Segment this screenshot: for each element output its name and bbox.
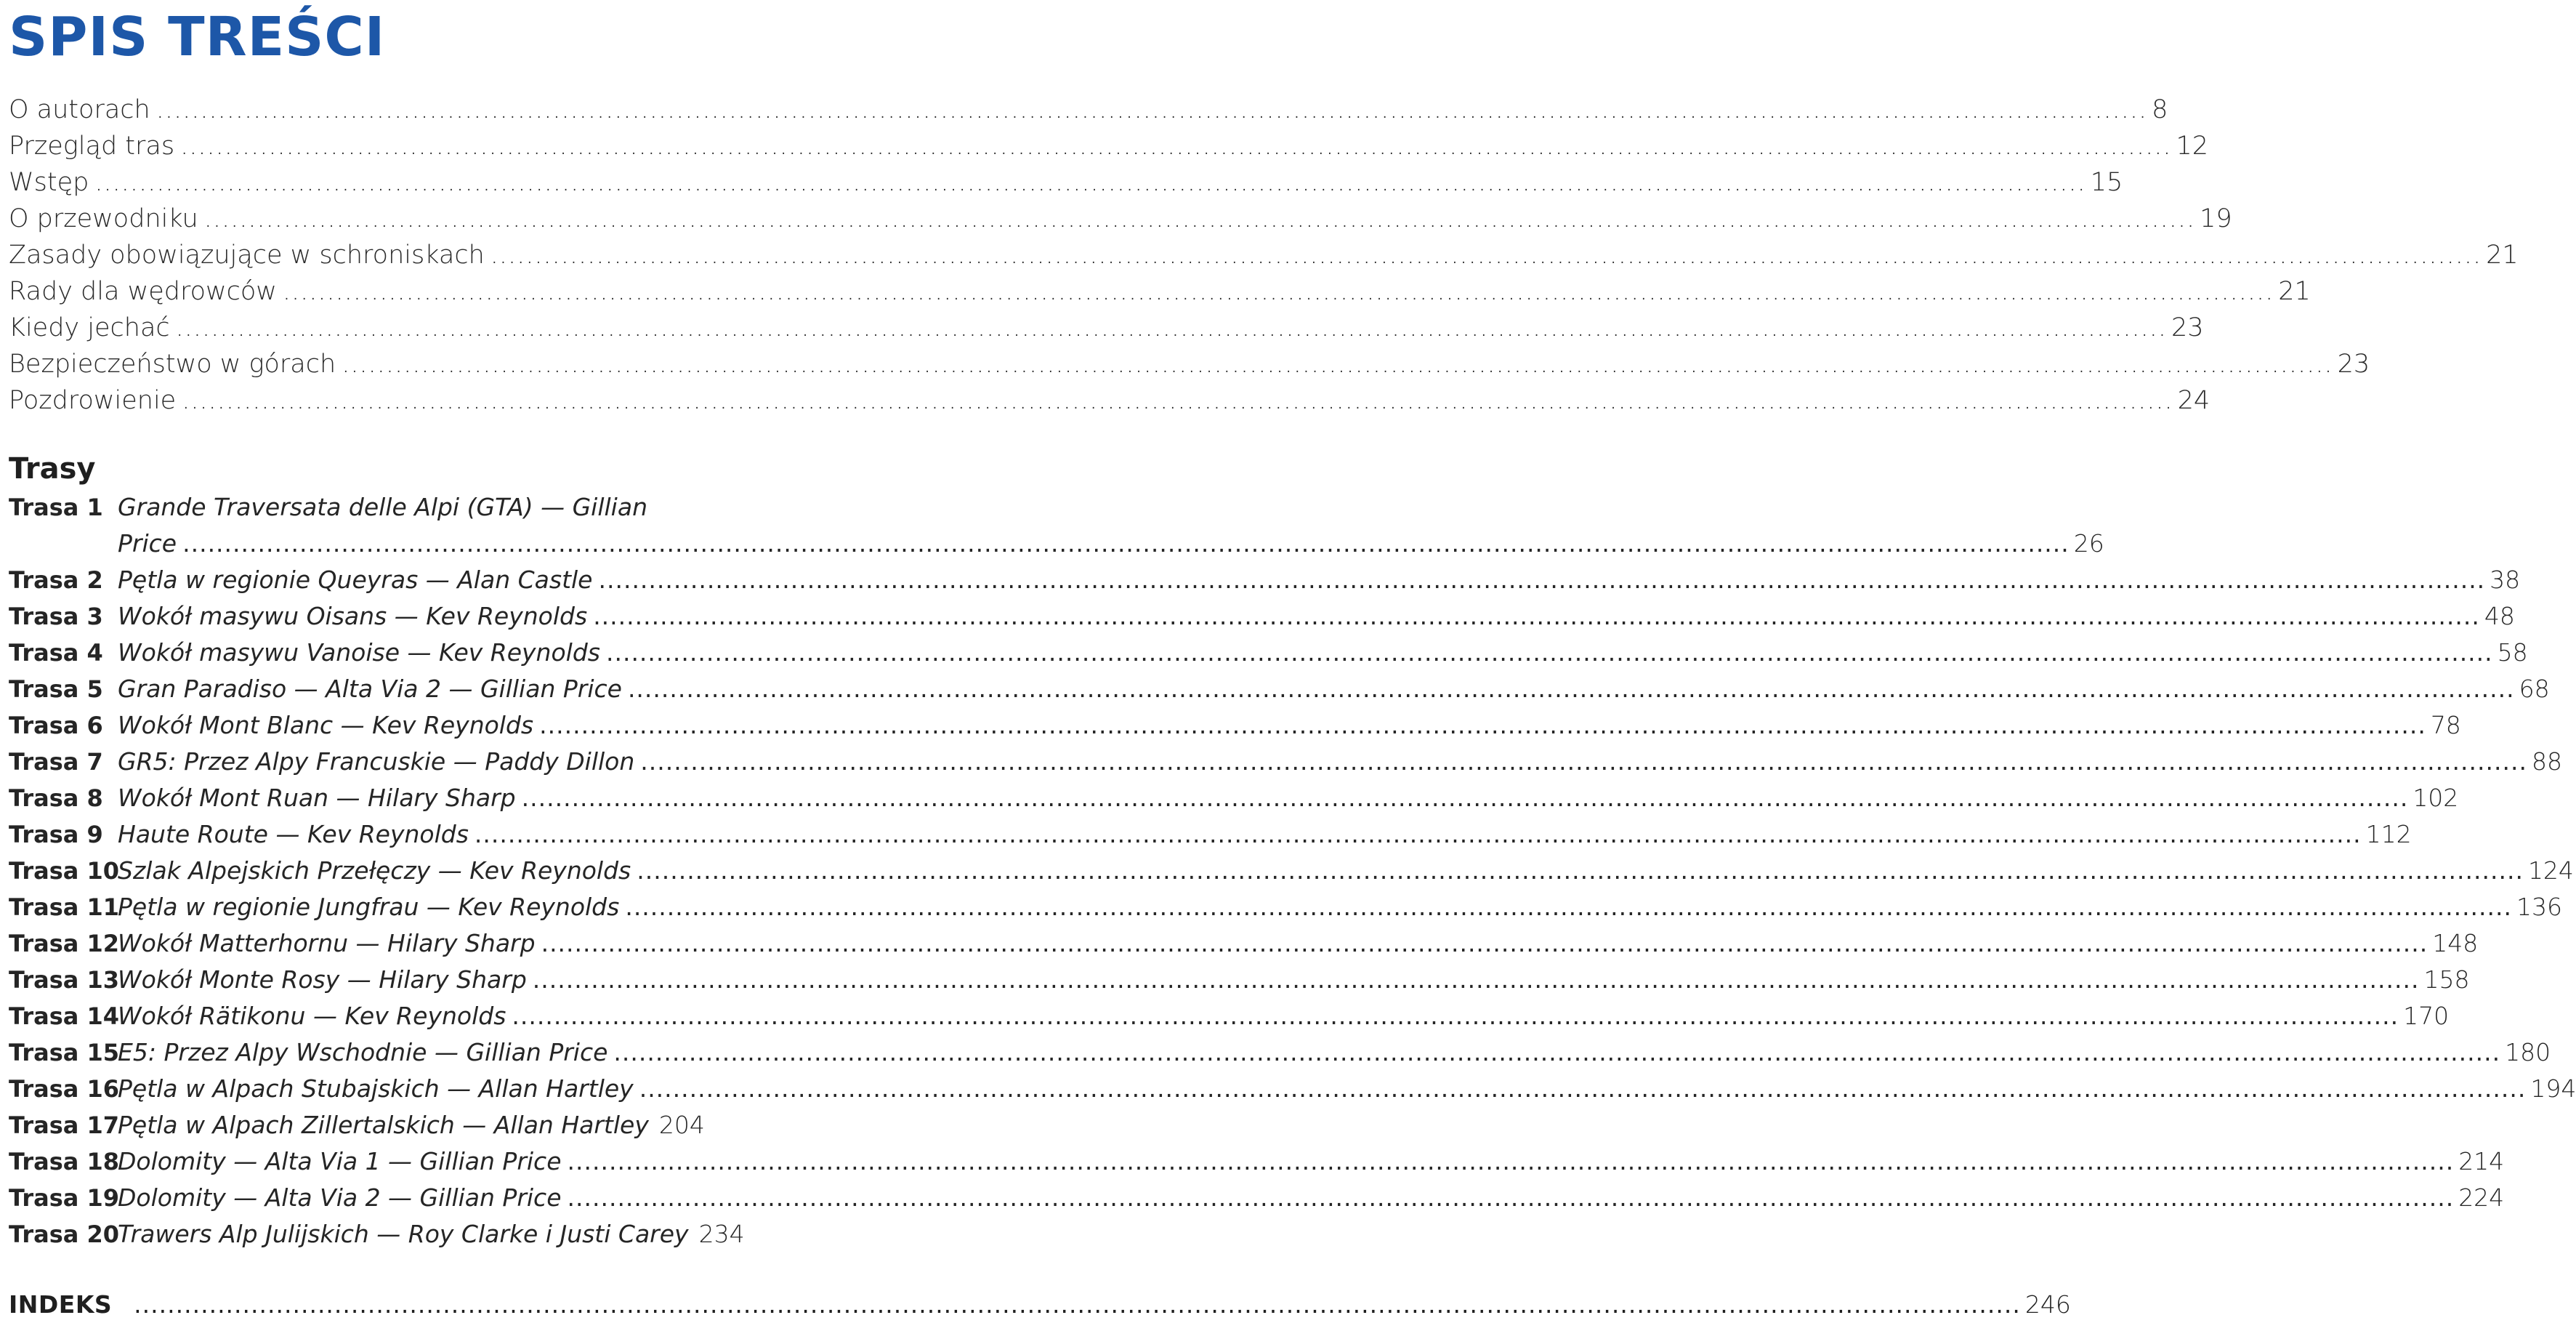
leader-dots (180, 128, 2171, 164)
leader-dots (490, 237, 2482, 273)
route-title: Wokół masywu Vanoise — Kev Reynolds (118, 638, 600, 667)
route-number: Trasa 1 (9, 494, 103, 521)
route-number: Trasa 7 (9, 748, 103, 776)
toc-entry[interactable] (9, 92, 2168, 128)
route-entry[interactable] (9, 1143, 2505, 1180)
route-title: Pętla w Alpach Stubajskich — Allan Hartley (118, 1074, 634, 1103)
toc-entry[interactable] (9, 382, 2210, 419)
leader-dots (613, 1034, 2500, 1071)
route-number: Trasa 16 (9, 1075, 119, 1103)
leader-dots (568, 1143, 2455, 1180)
toc-entry-page: 15 (2090, 168, 2123, 197)
route-page: 170 (2403, 1002, 2450, 1030)
route-number: Trasa 19 (9, 1184, 119, 1212)
route-title: Wokół masywu Oisans — Kev Reynolds (118, 602, 588, 630)
route-entry[interactable] (9, 1216, 745, 1252)
route-number: Trasa 18 (9, 1148, 119, 1175)
route-number: Trasa 9 (9, 821, 103, 848)
toc-entry-page: 12 (2176, 132, 2209, 161)
leader-dots (593, 598, 2480, 635)
route-page: 68 (2519, 675, 2550, 703)
route-page: 136 (2516, 893, 2563, 921)
route-entry[interactable] (9, 744, 2562, 780)
route-page: 112 (2365, 820, 2412, 848)
route-page: 224 (2458, 1183, 2505, 1212)
route-number: Trasa 17 (9, 1111, 119, 1139)
route-page: 148 (2432, 929, 2479, 957)
leader-dots (541, 925, 2428, 962)
route-title: Dolomity — Alta Via 1 — Gillian Price (118, 1147, 562, 1175)
route-entry[interactable] (9, 489, 2104, 562)
route-number: Trasa 14 (9, 1002, 119, 1030)
route-page: 26 (2073, 529, 2104, 558)
leader-dots (342, 346, 2333, 382)
route-number: Trasa 11 (9, 893, 119, 921)
toc-entry[interactable] (9, 310, 2204, 346)
toc-entry-page: 21 (2278, 277, 2311, 306)
leader-dots (512, 998, 2399, 1034)
route-title: Wokół Rätikonu — Kev Reynolds (118, 1002, 506, 1030)
route-title: Szlak Alpejskich Przełęczy — Kev Reynolds (118, 856, 631, 885)
leader-dots (606, 635, 2493, 671)
route-number: Trasa 12 (9, 930, 119, 957)
route-title: E5: Przez Alpy Wschodnie — Gillian Price (118, 1038, 608, 1066)
routes-list (9, 489, 2576, 1252)
toc-entry-label: Zasady obowiązujące w schroniskach (9, 241, 485, 270)
toc-entry-label: Wstęp (9, 168, 89, 197)
route-title: Wokół Matterhornu — Hilary Sharp (118, 929, 536, 957)
route-title: Haute Route — Kev Reynolds (118, 820, 469, 848)
leader-dots (283, 273, 2274, 310)
route-page: 214 (2458, 1147, 2505, 1175)
page-title: SPIS TREŚCI (9, 6, 386, 68)
toc-entry[interactable] (9, 128, 2209, 164)
route-title: Pętla w regionie Queyras — Alan Castle (118, 566, 593, 594)
route-page: 88 (2531, 747, 2562, 776)
routes-heading: Trasy (9, 452, 96, 486)
leader-dots (134, 1287, 2021, 1323)
route-entry[interactable] (9, 1071, 2576, 1107)
toc-entry-page: 23 (2337, 350, 2370, 379)
leader-dots (639, 1071, 2527, 1107)
toc-entry[interactable] (9, 273, 2311, 310)
toc-entry-page: 21 (2486, 241, 2519, 270)
route-page: 78 (2430, 711, 2461, 739)
route-entry[interactable] (9, 962, 2470, 998)
route-entry[interactable] (9, 707, 2461, 744)
leader-dots (156, 92, 2147, 128)
route-page: 194 (2530, 1074, 2576, 1103)
toc-entry-page: 23 (2171, 313, 2204, 342)
route-entry[interactable] (9, 671, 2550, 707)
toc-entry-page: 24 (2177, 386, 2210, 415)
toc-entry-label: Pozdrowienie (9, 386, 177, 415)
route-title: Pętla w Alpach Zillertalskich — Allan Hartley (118, 1111, 649, 1139)
toc-entry-label: Przegląd tras (9, 132, 175, 161)
leader-dots (539, 707, 2426, 744)
route-entry[interactable] (9, 816, 2412, 853)
route-title-continued: Price (118, 529, 177, 558)
route-page: 204 (658, 1111, 705, 1139)
route-page: 58 (2497, 638, 2528, 667)
route-page: 124 (2527, 856, 2574, 885)
route-title: Gran Paradiso — Alta Via 2 — Gillian Price (118, 675, 622, 703)
leader-dots (176, 310, 2167, 346)
toc-entry-label: Bezpieczeństwo w górach (9, 350, 336, 379)
route-entry[interactable] (9, 598, 2515, 635)
toc-entry-page: 19 (2200, 204, 2232, 233)
route-entry[interactable] (9, 1034, 2551, 1071)
toc-entry[interactable] (9, 237, 2519, 273)
route-number: Trasa 10 (9, 857, 119, 885)
toc-entry-label: O przewodniku (9, 204, 198, 233)
route-number: Trasa 6 (9, 712, 103, 739)
toc-entry[interactable] (9, 164, 2123, 201)
leader-dots (568, 1180, 2455, 1216)
leader-dots (475, 816, 2362, 853)
leader-dots (640, 744, 2527, 780)
toc-entry-label: Rady dla wędrowców (9, 277, 277, 306)
route-title: Wokół Monte Rosy — Hilary Sharp (118, 965, 527, 994)
route-title: Grande Traversata delle Alpi (GTA) — Gillian (118, 493, 647, 521)
route-entry[interactable] (9, 853, 2574, 889)
route-number: Trasa 2 (9, 566, 103, 594)
leader-dots (522, 780, 2409, 816)
route-number: Trasa 8 (9, 784, 103, 812)
leader-dots (598, 562, 2485, 598)
toc-entry[interactable] (9, 346, 2370, 382)
toc-entry[interactable] (9, 201, 2232, 237)
leader-dots (204, 201, 2195, 237)
route-page: 180 (2505, 1038, 2551, 1066)
route-entry[interactable] (9, 562, 2521, 598)
route-number: Trasa 5 (9, 675, 103, 703)
route-number: Trasa 13 (9, 966, 119, 994)
leader-dots (182, 526, 2070, 562)
route-title: Trawers Alp Julijskich — Roy Clarke i Justi Carey (118, 1220, 689, 1248)
leader-dots (94, 164, 2086, 201)
route-number: Trasa 4 (9, 639, 103, 667)
route-entry[interactable] (9, 1107, 705, 1143)
route-entry[interactable] (9, 1180, 2505, 1216)
route-number: Trasa 15 (9, 1039, 119, 1066)
toc-entry-label: Kiedy jechać (9, 313, 170, 342)
route-page: 158 (2423, 965, 2470, 994)
leader-dots (182, 382, 2173, 419)
index-page-number: 246 (2024, 1290, 2071, 1319)
route-page: 38 (2490, 566, 2521, 594)
route-title: Dolomity — Alta Via 2 — Gillian Price (118, 1183, 562, 1212)
route-number: Trasa 3 (9, 603, 103, 630)
route-entry[interactable] (9, 635, 2528, 671)
route-entry[interactable] (9, 780, 2459, 816)
route-title: Pętla w regionie Jungfrau — Kev Reynolds (118, 893, 620, 921)
leader-dots (533, 962, 2420, 998)
front-matter-list (9, 92, 2519, 419)
route-entry[interactable] (9, 889, 2563, 925)
leader-dots (628, 671, 2515, 707)
toc-entry-label: O autorach (9, 95, 150, 124)
route-entry[interactable] (9, 925, 2479, 962)
route-page: 102 (2413, 784, 2459, 812)
index-label: INDEKS (9, 1290, 113, 1319)
route-number: Trasa 20 (9, 1221, 119, 1248)
route-title: Wokół Mont Ruan — Hilary Sharp (118, 784, 516, 812)
route-page: 234 (698, 1220, 745, 1248)
route-page: 48 (2484, 602, 2515, 630)
leader-dots (625, 889, 2512, 925)
route-title: Wokół Mont Blanc — Kev Reynolds (118, 711, 534, 739)
route-title: GR5: Przez Alpy Francuskie — Paddy Dillon (118, 747, 635, 776)
toc-entry-page: 8 (2152, 95, 2168, 124)
leader-dots (637, 853, 2524, 889)
route-entry[interactable] (9, 998, 2450, 1034)
index-entry[interactable] (9, 1287, 2071, 1323)
